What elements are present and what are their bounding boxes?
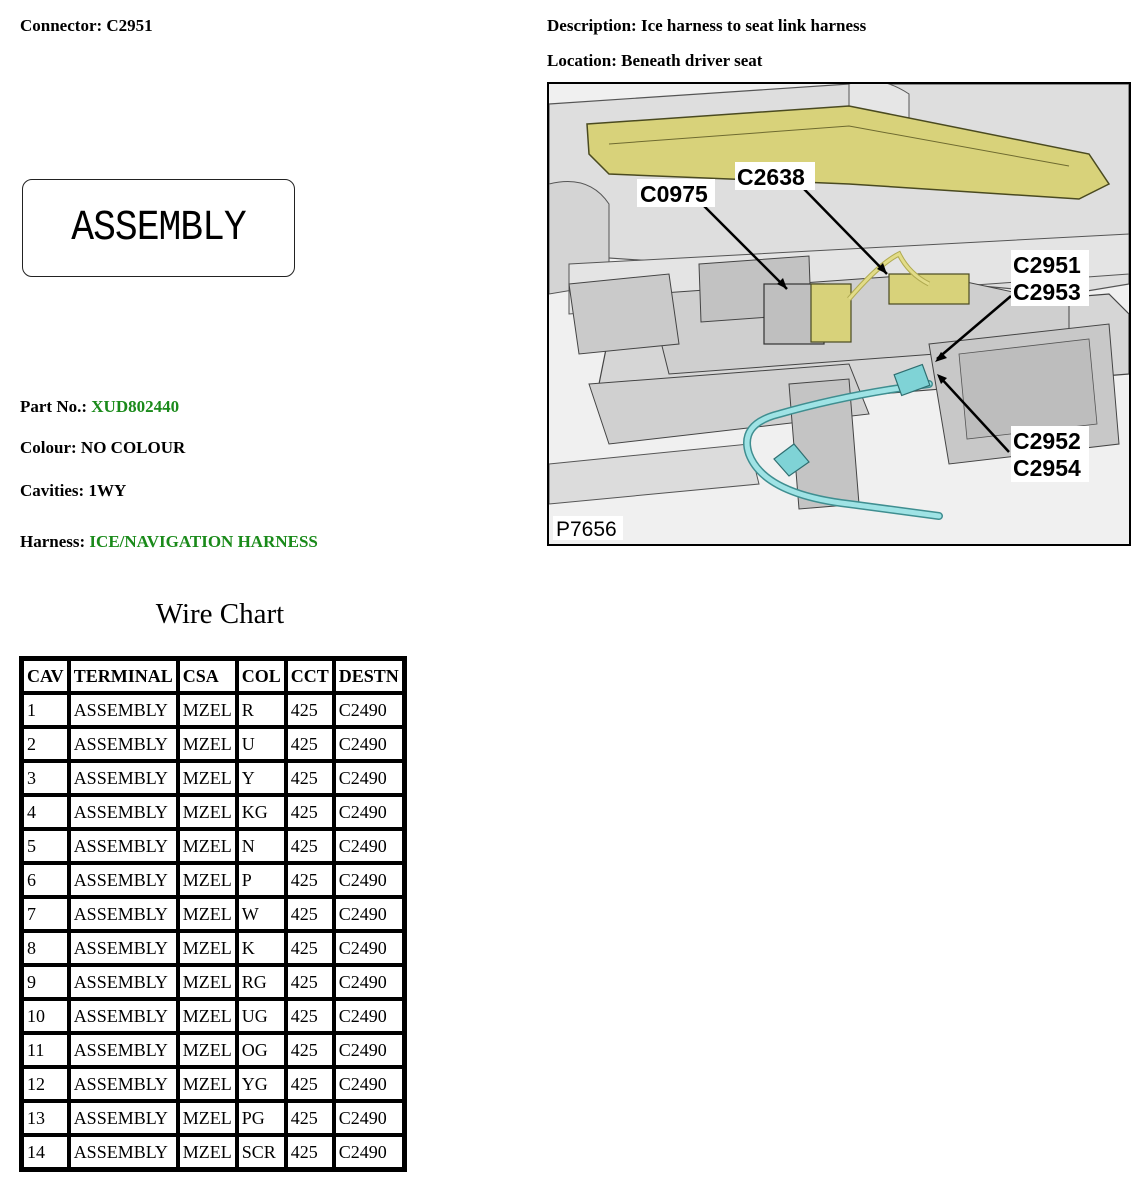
- harness-label: Harness:: [20, 532, 86, 551]
- connector-face-text: ASSEMBLY: [71, 203, 246, 253]
- table-cell: C2490: [334, 1067, 404, 1101]
- description-field: [547, 16, 866, 36]
- table-cell: 425: [286, 795, 334, 829]
- table-row: [22, 761, 404, 795]
- table-cell: 5: [22, 829, 69, 863]
- table-cell: 425: [286, 1067, 334, 1101]
- cavities-label: Cavities:: [20, 481, 85, 500]
- table-cell: MZEL: [178, 693, 237, 727]
- location-label: Location:: [547, 51, 617, 70]
- table-cell: ASSEMBLY: [69, 897, 178, 931]
- table-row: [22, 897, 404, 931]
- callout-c2954: C2954: [1013, 455, 1081, 481]
- table-cell: ASSEMBLY: [69, 1033, 178, 1067]
- table-row: [22, 863, 404, 897]
- table-cell: 425: [286, 931, 334, 965]
- connector-label: Connector:: [20, 16, 103, 35]
- part-number-link[interactable]: XUD802440: [91, 397, 180, 416]
- table-cell: W: [237, 897, 286, 931]
- column-header: CAV: [22, 659, 69, 693]
- table-cell: N: [237, 829, 286, 863]
- table-cell: KG: [237, 795, 286, 829]
- table-cell: K: [237, 931, 286, 965]
- table-cell: C2490: [334, 693, 404, 727]
- table-row: [22, 727, 404, 761]
- table-row: [22, 1135, 404, 1169]
- table-cell: 425: [286, 1033, 334, 1067]
- column-header: COL: [237, 659, 286, 693]
- table-cell: R: [237, 693, 286, 727]
- table-cell: ASSEMBLY: [69, 829, 178, 863]
- table-cell: MZEL: [178, 931, 237, 965]
- callout-c0975: C0975: [640, 181, 708, 207]
- table-cell: MZEL: [178, 1067, 237, 1101]
- table-cell: PG: [237, 1101, 286, 1135]
- table-cell: 425: [286, 1101, 334, 1135]
- table-cell: C2490: [334, 761, 404, 795]
- description-label: Description:: [547, 16, 637, 35]
- table-cell: 11: [22, 1033, 69, 1067]
- table-cell: 12: [22, 1067, 69, 1101]
- table-cell: 425: [286, 693, 334, 727]
- table-cell: ASSEMBLY: [69, 1067, 178, 1101]
- table-cell: ASSEMBLY: [69, 727, 178, 761]
- table-cell: 7: [22, 897, 69, 931]
- table-cell: 425: [286, 863, 334, 897]
- cavities-field: [20, 481, 126, 501]
- photo-reference: P7656: [556, 518, 617, 541]
- table-cell: P: [237, 863, 286, 897]
- colour-field: [20, 438, 185, 458]
- table-row: [22, 693, 404, 727]
- table-cell: MZEL: [178, 999, 237, 1033]
- table-cell: UG: [237, 999, 286, 1033]
- table-cell: MZEL: [178, 727, 237, 761]
- table-cell: 14: [22, 1135, 69, 1169]
- table-cell: MZEL: [178, 829, 237, 863]
- table-cell: 2: [22, 727, 69, 761]
- table-cell: C2490: [334, 1101, 404, 1135]
- connector-face-diagram: [22, 179, 295, 277]
- part-number-label: Part No.:: [20, 397, 88, 416]
- table-cell: C2490: [334, 795, 404, 829]
- table-cell: C2490: [334, 1135, 404, 1169]
- colour-label: Colour:: [20, 438, 77, 457]
- table-cell: 3: [22, 761, 69, 795]
- harness-field: [20, 532, 318, 552]
- callout-c2953: C2953: [1013, 279, 1081, 305]
- location-illustration: [547, 82, 1131, 546]
- table-cell: 13: [22, 1101, 69, 1135]
- table-cell: 1: [22, 693, 69, 727]
- table-cell: OG: [237, 1033, 286, 1067]
- table-cell: C2490: [334, 931, 404, 965]
- table-row: [22, 931, 404, 965]
- column-header: TERMINAL: [69, 659, 178, 693]
- table-cell: MZEL: [178, 1033, 237, 1067]
- wire-chart-title: Wire Chart: [155, 598, 285, 630]
- table-cell: ASSEMBLY: [69, 693, 178, 727]
- table-cell: MZEL: [178, 1101, 237, 1135]
- harness-link[interactable]: ICE/NAVIGATION HARNESS: [89, 532, 318, 551]
- table-row: [22, 1033, 404, 1067]
- table-cell: MZEL: [178, 795, 237, 829]
- table-cell: YG: [237, 1067, 286, 1101]
- table-row: [22, 965, 404, 999]
- cavities-value: 1WY: [88, 481, 127, 500]
- table-cell: C2490: [334, 727, 404, 761]
- table-cell: 425: [286, 897, 334, 931]
- table-cell: RG: [237, 965, 286, 999]
- connector-field: [20, 16, 153, 36]
- table-cell: 9: [22, 965, 69, 999]
- table-cell: ASSEMBLY: [69, 1135, 178, 1169]
- table-cell: SCR: [237, 1135, 286, 1169]
- table-cell: ASSEMBLY: [69, 863, 178, 897]
- table-cell: C2490: [334, 829, 404, 863]
- table-cell: MZEL: [178, 897, 237, 931]
- callout-c2951: C2951: [1013, 252, 1081, 278]
- table-cell: C2490: [334, 965, 404, 999]
- table-cell: 425: [286, 965, 334, 999]
- table-row: [22, 795, 404, 829]
- table-row: [22, 1101, 404, 1135]
- callout-c2638: C2638: [737, 164, 805, 190]
- table-cell: C2490: [334, 1033, 404, 1067]
- table-cell: ASSEMBLY: [69, 1101, 178, 1135]
- table-cell: 10: [22, 999, 69, 1033]
- table-cell: 425: [286, 727, 334, 761]
- part-number-field: [20, 397, 179, 417]
- connector-value: C2951: [106, 16, 153, 35]
- column-header: DESTN: [334, 659, 404, 693]
- table-cell: C2490: [334, 999, 404, 1033]
- table-cell: MZEL: [178, 761, 237, 795]
- table-cell: C2490: [334, 897, 404, 931]
- table-cell: 425: [286, 829, 334, 863]
- table-cell: 4: [22, 795, 69, 829]
- column-header: CCT: [286, 659, 334, 693]
- callout-c2952: C2952: [1013, 428, 1081, 454]
- table-row: [22, 829, 404, 863]
- table-cell: Y: [237, 761, 286, 795]
- table-cell: 8: [22, 931, 69, 965]
- table-cell: MZEL: [178, 1135, 237, 1169]
- table-header-row: [22, 659, 404, 693]
- table-cell: MZEL: [178, 965, 237, 999]
- table-cell: ASSEMBLY: [69, 931, 178, 965]
- table-cell: U: [237, 727, 286, 761]
- table-cell: ASSEMBLY: [69, 999, 178, 1033]
- table-cell: ASSEMBLY: [69, 795, 178, 829]
- seat-underside-drawing: [549, 84, 1129, 544]
- table-cell: 6: [22, 863, 69, 897]
- location-value: Beneath driver seat: [621, 51, 763, 70]
- wire-chart-table: [19, 656, 407, 1172]
- table-cell: 425: [286, 761, 334, 795]
- table-cell: MZEL: [178, 863, 237, 897]
- column-header: CSA: [178, 659, 237, 693]
- location-field: [547, 51, 762, 71]
- table-cell: ASSEMBLY: [69, 965, 178, 999]
- table-row: [22, 1067, 404, 1101]
- table-cell: 425: [286, 999, 334, 1033]
- table-cell: C2490: [334, 863, 404, 897]
- table-row: [22, 999, 404, 1033]
- table-cell: 425: [286, 1135, 334, 1169]
- colour-value: NO COLOUR: [80, 438, 186, 457]
- description-value: Ice harness to seat link harness: [640, 16, 867, 35]
- table-cell: ASSEMBLY: [69, 761, 178, 795]
